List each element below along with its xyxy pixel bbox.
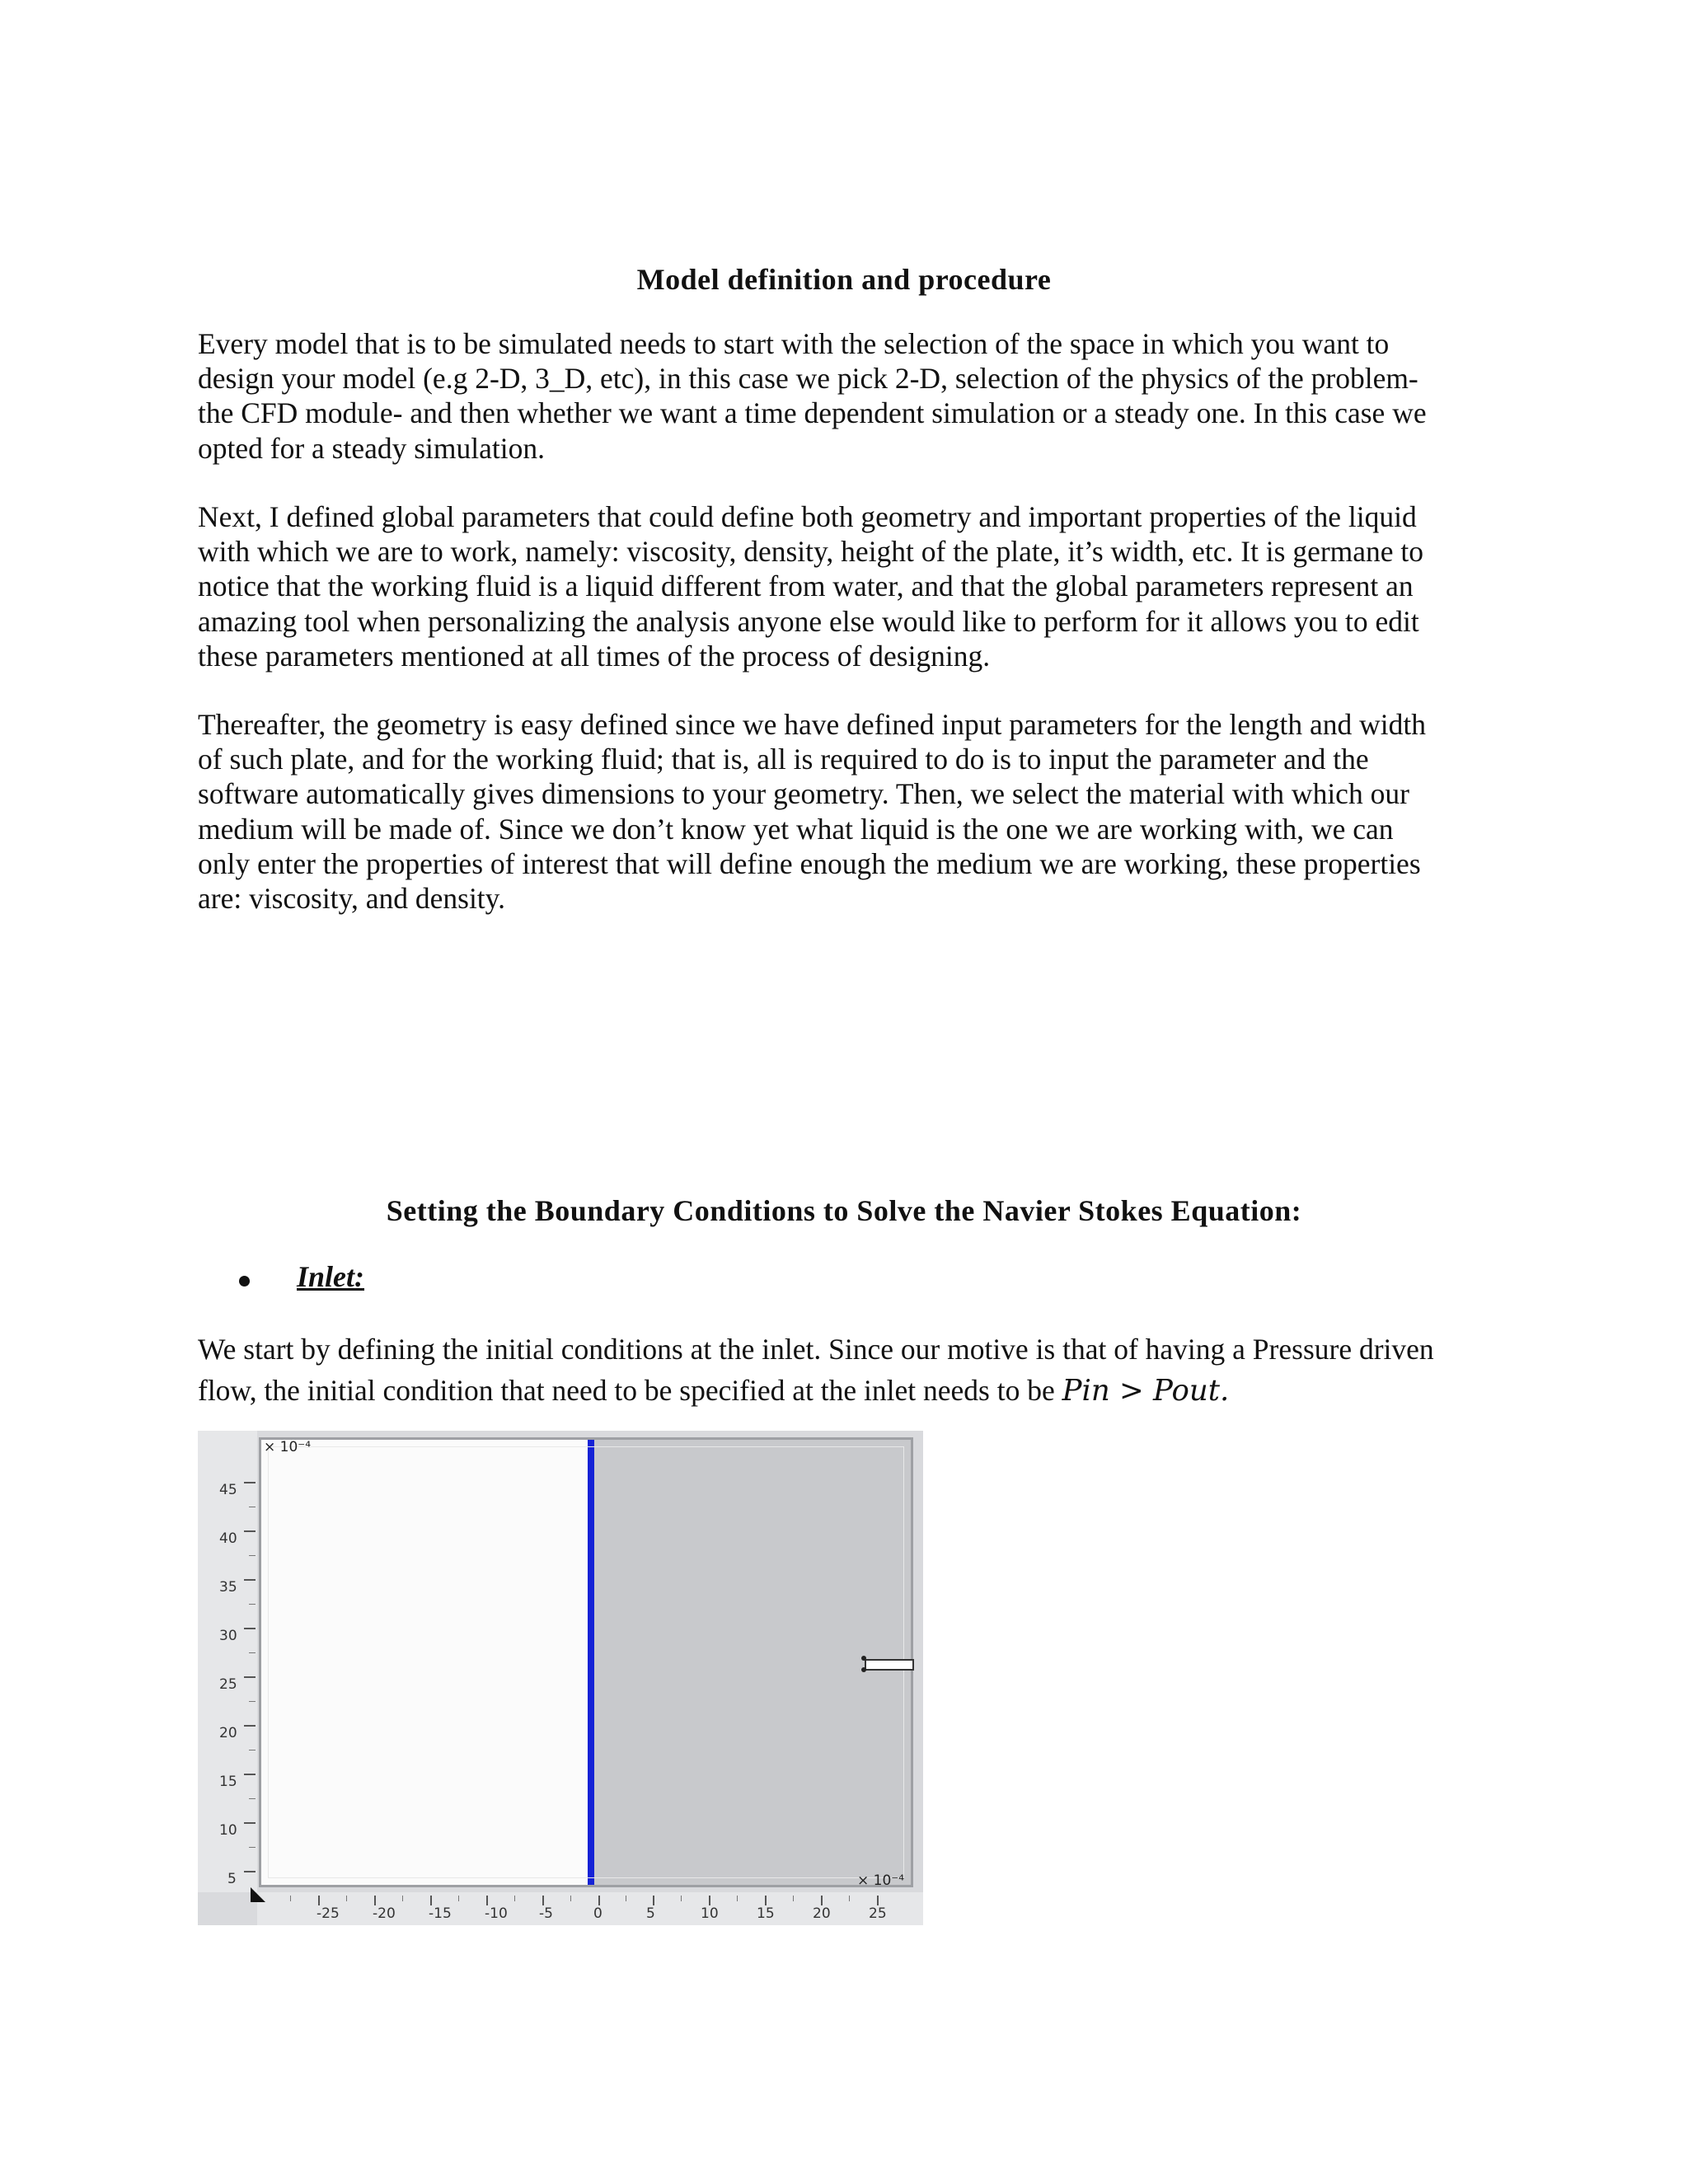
x-tick (486, 1896, 488, 1905)
x-tick (430, 1896, 432, 1905)
y-tick (244, 1822, 256, 1824)
text-line: medium will be made of. Since we don’t know yet what liquid is the one we are working with, we can (198, 812, 1394, 846)
section-heading-boundary-conditions: Setting the Boundary Conditions to Solve the Navier Stokes Equation: (386, 1194, 1302, 1227)
x-minor-tick (681, 1896, 682, 1901)
axis-origin-icon (251, 1887, 265, 1902)
x-tick-label: 0 (593, 1905, 603, 1922)
y-minor-tick (249, 1555, 256, 1556)
y-tick-label: 20 (219, 1725, 237, 1741)
y-tick (244, 1579, 256, 1581)
x-scale-label: × 10⁻⁴ (857, 1872, 905, 1889)
y-tick (244, 1482, 256, 1483)
x-tick (709, 1896, 710, 1905)
paragraph-model-intro (198, 326, 1500, 466)
x-tick-label: 15 (757, 1905, 775, 1922)
x-tick (374, 1896, 376, 1905)
y-tick-label: 40 (219, 1530, 237, 1547)
y-tick (244, 1871, 256, 1872)
x-tick (821, 1896, 823, 1905)
y-scale-label: × 10⁻⁴ (264, 1439, 312, 1455)
text-line: opted for a steady simulation. (198, 431, 545, 465)
x-tick-label: -25 (316, 1905, 340, 1922)
section-heading-model-definition: Model definition and procedure (636, 263, 1052, 296)
x-minor-tick (849, 1896, 850, 1901)
text-line: the CFD module- and then whether we want a time dependent simulation or a steady one. In this case we (198, 396, 1427, 430)
y-minor-tick (249, 1847, 256, 1848)
bullet-label-inlet: Inlet: (297, 1260, 365, 1293)
geometry-figure (198, 1431, 923, 1925)
x-tick (318, 1896, 320, 1905)
y-tick-label: 15 (219, 1774, 237, 1790)
x-tick (653, 1896, 654, 1905)
x-tick-label: -5 (539, 1905, 553, 1922)
x-tick-label: 25 (869, 1905, 887, 1922)
inlet-boundary-highlight[interactable] (588, 1440, 594, 1885)
vertex-point (861, 1656, 866, 1661)
text-line: design your model (e.g 2-D, 3_D, etc), in this case we pick 2-D, selection of the physics of the problem- (198, 362, 1418, 396)
x-tick-label: -20 (373, 1905, 396, 1922)
x-minor-tick (458, 1896, 459, 1901)
y-tick (244, 1774, 256, 1775)
y-tick-label: 10 (219, 1822, 237, 1839)
text-line: with which we are to work, namely: viscosity, density, height of the plate, it’s width, etc. It is germane to (198, 535, 1424, 569)
x-tick-label: 10 (701, 1905, 719, 1922)
y-minor-tick (249, 1604, 256, 1605)
y-minor-tick (249, 1701, 256, 1702)
outlet-channel[interactable] (865, 1659, 914, 1671)
text-line: Next, I defined global parameters that could define both geometry and important properties of the liquid (198, 500, 1417, 533)
y-tick-label: 35 (219, 1579, 237, 1596)
paragraph-geometry (198, 707, 1500, 916)
x-tick (877, 1896, 879, 1905)
math-pressure-condition: Pin > Pout. (1062, 1374, 1230, 1408)
x-tick-label: -10 (485, 1905, 508, 1922)
text-line: notice that the working fluid is a liquid different from water, and that the global parameters represent an (198, 569, 1414, 603)
y-tick-label: 5 (227, 1871, 237, 1887)
paragraph-global-parameters (198, 499, 1500, 673)
text-line: are: viscosity, and density. (198, 882, 505, 916)
x-minor-tick (346, 1896, 347, 1901)
vertex-point (861, 1667, 866, 1672)
text-line: these parameters mentioned at all times of the process of designing. (198, 639, 991, 673)
y-minor-tick (249, 1798, 256, 1799)
x-minor-tick (290, 1896, 291, 1901)
y-tick (244, 1725, 256, 1727)
y-tick-label: 45 (219, 1482, 237, 1498)
geometry-plot-area[interactable] (259, 1437, 913, 1887)
x-tick-label: 20 (813, 1905, 831, 1922)
x-minor-tick (570, 1896, 571, 1901)
x-tick (598, 1896, 600, 1905)
paragraph-inlet (198, 1329, 1500, 1412)
text-line (198, 1370, 1500, 1412)
text-line: We start by defining the initial conditions at the inlet. Since our motive is that of having a Pressure driven (198, 1333, 1434, 1366)
text-line: Thereafter, the geometry is easy defined since we have defined input parameters for the length and width (198, 708, 1426, 741)
x-minor-tick (514, 1896, 515, 1901)
text-line: amazing tool when personalizing the analysis anyone else would like to perform for it allows you to edit (198, 604, 1419, 638)
text-line: only enter the properties of interest that will define enough the medium we are working, these properties (198, 846, 1421, 880)
y-tick-label: 30 (219, 1628, 237, 1644)
x-minor-tick (737, 1896, 738, 1901)
bullet-icon (239, 1276, 250, 1286)
y-minor-tick (249, 1652, 256, 1653)
y-tick-label: 25 (219, 1676, 237, 1693)
y-tick (244, 1676, 256, 1678)
x-tick-label: -15 (429, 1905, 452, 1922)
x-minor-tick (402, 1896, 403, 1901)
y-tick (244, 1530, 256, 1532)
text-line: of such plate, and for the working fluid; that is, all is required to do is to input the parameter and the (198, 743, 1369, 776)
empty-region (261, 1440, 588, 1885)
text-line: Every model that is to be simulated needs to start with the selection of the space in which you want to (198, 327, 1390, 360)
text-line: software automatically gives dimensions to your geometry. Then, we select the material with which our (198, 777, 1409, 811)
x-tick (765, 1896, 767, 1905)
text-line-part: flow, the initial condition that need to be specified at the inlet needs to be (198, 1374, 1055, 1407)
y-tick (244, 1628, 256, 1629)
x-minor-tick (793, 1896, 794, 1901)
x-tick (542, 1896, 544, 1905)
x-tick-label: 5 (646, 1905, 655, 1922)
